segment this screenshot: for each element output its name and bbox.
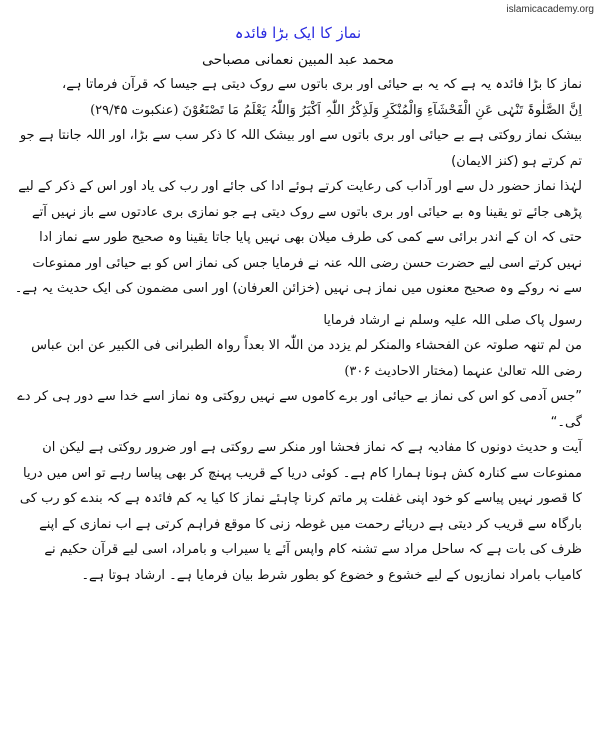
conclusion-paragraph: آیت و حدیث دونوں کا مفادیہ ہے کہ نماز فحشا اور منکر سے روکتی ہے اور ضرور روکتی ہے لیکن ان ممنوعات سے کنارہ کش ہونا ہمارا کام ہے۔ کوئی دریا کے قریب پہنچ کر بھی پیاسا رہے تو اس میں دریا کا قصور نہیں پیاسے کو خود اپنی غفلت پر ماتم کرنا چاہئے نماز کا کیا یہ کم فائدہ ہے کہ بندے کو رب کی بارگاہ سے قریب کر دیتی ہے دریائے رحمت میں غوطہ زنی کا موقع فراہم کرتی ہے اب نمازی کے اپنے ظرف کی بات ہے کہ ساحل مراد سے تشنہ کام واپس آئے یا سیراب و بامراد، اسی لیے قرآن حکیم نے کامیاب بامراد نمازیوں کے لیے خشوع و خضوع کو بطور شرط بیان فرمایا ہے۔ ارشاد ہوتا ہے۔ <box>19 440 582 583</box>
site-watermark: islamicacademy.org <box>506 4 594 15</box>
quran-verse: اِنَّ الصَّلٰوۃَ تَنْہٰی عَنِ الْفَحْشَآءِ وَالْمُنْکَرِ وَلَذِکْرُ اللّٰہِ اَکْبَرُ وَاللّٰہُ یَعْلَمُ مَا تَصْنَعُوْنَ (عنکبوت ۲۹/۴۵) <box>90 102 582 118</box>
article <box>14 18 582 588</box>
hadith-arabic: من لم تنھہ صلوتہ عن الفحشاء والمنکر لم یزدد من اللّٰہ الا بعداً رواہ الطبرانی فی الکبیر عن ابن عباس رضی اللہ تعالیٰ عنہما (مختار الاحادیث ۳۰۶) <box>31 338 582 379</box>
hadith-translation: ”جس آدمی کو اس کی نماز بے حیائی اور برے کاموں سے نہیں روکتی وہ نماز اسے خدا سے دور ہی کر دے گی۔“ <box>17 389 582 430</box>
commentary-paragraph: لہٰذا نماز حضور دل سے اور آداب کی رعایت کرتے ہوئے ادا کی جائے اور رب کی یاد اور اس کے ذکر کے لیے پڑھی جائے تو یقینا وہ بے حیائی اور بری باتوں سے روک دیتی ہے جو نمازی بری عادتوں سے باز نہیں آتے حتی کہ ان کے اندر برائی سے کمی کی طرف میلان بھی نہیں پایا جاتا یقینا وہ صحیح طور سے نماز ادا نہیں کرتے اسی لیے حضرت حسن رضی اللہ عنہ نے فرمایا جس کی نماز اس کو بے حیائی اور ممنوعات سے نہ روکے وہ صحیح معنوں میں نماز ہی نہیں (خزائن العرفان) اور اسی مضمون کی ایک حدیث یہ ہے۔ <box>14 179 582 296</box>
hadith-intro: رسول پاک صلی اللہ علیہ وسلم نے ارشاد فرمایا <box>323 312 582 328</box>
verse-translation: بیشک نماز روکتی ہے بے حیائی اور بری باتوں سے اور بیشک اللہ کا ذکر سب سے بڑا، اور اللہ جانتا ہے جو تم کرتے ہو (کنز الایمان) <box>19 128 582 169</box>
intro-paragraph: نماز کا بڑا فائدہ یہ ہے کہ یہ بے حیائی اور بری باتوں سے روک دیتی ہے جیسا کہ قرآن فرماتا ہے، <box>62 77 582 92</box>
article-title: نماز کا ایک بڑا فائدہ <box>234 24 362 42</box>
article-author: محمد عبد المبین نعمانی مصباحی <box>201 52 395 68</box>
